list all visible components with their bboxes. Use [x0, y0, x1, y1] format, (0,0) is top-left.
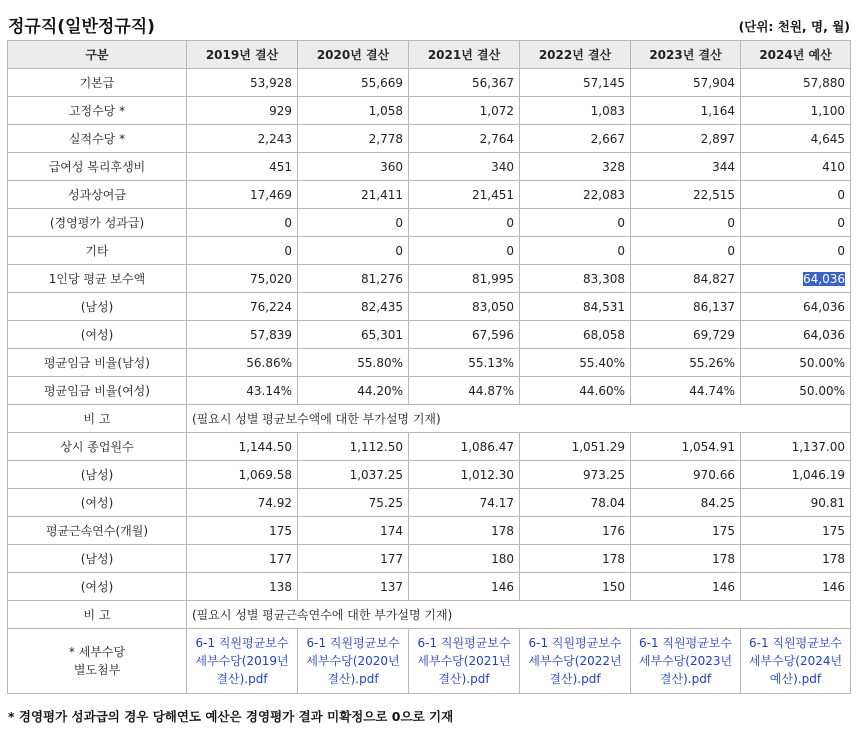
salary-table	[7, 40, 851, 694]
value-cell: 0	[187, 209, 298, 237]
value-cell: 57,904	[631, 69, 741, 97]
value-cell: 44.20%	[298, 377, 409, 405]
value-cell: 2,764	[409, 125, 520, 153]
table-row	[8, 489, 851, 517]
row-label: (남성)	[8, 293, 187, 321]
value-cell: 1,137.00	[741, 433, 851, 461]
value-cell: 178	[631, 545, 741, 573]
value-cell: 84,531	[520, 293, 631, 321]
value-cell: 177	[298, 545, 409, 573]
value-cell	[741, 265, 851, 293]
value-cell: 81,276	[298, 265, 409, 293]
attachment-label	[8, 629, 187, 694]
table-row	[8, 69, 851, 97]
value-cell: 22,083	[520, 181, 631, 209]
value-cell: 4,645	[741, 125, 851, 153]
page-title: 정규직(일반정규직)	[8, 17, 155, 37]
value-cell: 57,839	[187, 321, 298, 349]
table-row	[8, 209, 851, 237]
attachment-cell	[741, 629, 851, 694]
value-cell: 50.00%	[741, 377, 851, 405]
value-cell: 146	[741, 573, 851, 601]
row-label: (여성)	[8, 321, 187, 349]
value-cell: 78.04	[520, 489, 631, 517]
value-cell: 1,083	[520, 97, 631, 125]
value-cell: 2,897	[631, 125, 741, 153]
value-cell: 178	[741, 545, 851, 573]
value-cell: 146	[409, 573, 520, 601]
value-cell: 55.80%	[298, 349, 409, 377]
attachment-file-link[interactable]: 6-1 직원평균보수 세부수당(2024년 예산).pdf	[748, 636, 843, 686]
value-cell: 22,515	[631, 181, 741, 209]
value-cell: 178	[520, 545, 631, 573]
value-cell: 67,596	[409, 321, 520, 349]
value-cell: 2,778	[298, 125, 409, 153]
value-cell: 180	[409, 545, 520, 573]
value-cell: 21,451	[409, 181, 520, 209]
row-label: (경영평가 성과급)	[8, 209, 187, 237]
value-cell: 1,012.30	[409, 461, 520, 489]
value-cell: 146	[631, 573, 741, 601]
value-cell: 69,729	[631, 321, 741, 349]
header-cell-2023: 2023년 결산	[631, 41, 741, 69]
value-cell: 21,411	[298, 181, 409, 209]
value-cell: 178	[409, 517, 520, 545]
row-label: (남성)	[8, 545, 187, 573]
table-row	[8, 517, 851, 545]
value-cell: 50.00%	[741, 349, 851, 377]
attachment-cell	[631, 629, 741, 694]
row-label: (남성)	[8, 461, 187, 489]
attachment-label-line2: 별도첨부	[73, 663, 121, 677]
value-cell: 0	[631, 237, 741, 265]
table-row	[8, 293, 851, 321]
remark-row	[8, 405, 851, 433]
attachment-file-link[interactable]: 6-1 직원평균보수 세부수당(2022년 결산).pdf	[528, 636, 622, 686]
header-cell-2024: 2024년 예산	[741, 41, 851, 69]
header-cell-2022: 2022년 결산	[520, 41, 631, 69]
header-row	[8, 41, 851, 69]
value-cell: 1,086.47	[409, 433, 520, 461]
value-cell: 970.66	[631, 461, 741, 489]
value-cell: 65,301	[298, 321, 409, 349]
table-row	[8, 153, 851, 181]
value-cell: 2,243	[187, 125, 298, 153]
row-label: 평균근속연수(개월)	[8, 517, 187, 545]
attachment-cell	[520, 629, 631, 694]
table-row	[8, 125, 851, 153]
value-cell: 84,827	[631, 265, 741, 293]
value-cell: 83,308	[520, 265, 631, 293]
value-cell: 56,367	[409, 69, 520, 97]
value-cell: 410	[741, 153, 851, 181]
value-cell: 0	[520, 209, 631, 237]
unit-note: (단위: 천원, 명, 월)	[738, 19, 850, 34]
table-row	[8, 321, 851, 349]
value-cell: 53,928	[187, 69, 298, 97]
value-cell: 0	[631, 209, 741, 237]
attachment-cell	[298, 629, 409, 694]
value-cell: 137	[298, 573, 409, 601]
row-label: 평균임금 비율(여성)	[8, 377, 187, 405]
value-cell: 0	[409, 209, 520, 237]
attachment-label-line1: * 세부수당	[68, 645, 126, 659]
remark-label: 비 고	[8, 601, 187, 629]
value-cell: 55,669	[298, 69, 409, 97]
value-cell: 1,100	[741, 97, 851, 125]
attachment-cell	[409, 629, 520, 694]
value-cell: 1,058	[298, 97, 409, 125]
value-cell: 175	[187, 517, 298, 545]
row-label: 실적수당 *	[8, 125, 187, 153]
footnote: * 경영평가 성과급의 경우 당해연도 예산은 경영평가 결과 미확정으로 0으로 기재	[8, 709, 454, 724]
value-cell: 138	[187, 573, 298, 601]
value-cell: 0	[187, 237, 298, 265]
value-cell: 56.86%	[187, 349, 298, 377]
value-cell: 44.87%	[409, 377, 520, 405]
value-cell: 1,069.58	[187, 461, 298, 489]
header-cell-2021: 2021년 결산	[409, 41, 520, 69]
row-label: 상시 종업원수	[8, 433, 187, 461]
table-row	[8, 461, 851, 489]
row-label: 성과상여금	[8, 181, 187, 209]
row-label: 기타	[8, 237, 187, 265]
value-cell: 0	[741, 237, 851, 265]
row-label: (여성)	[8, 489, 187, 517]
attachment-row	[8, 629, 851, 694]
table-row	[8, 237, 851, 265]
remark-text: (필요시 성별 평균보수액에 대한 부가설명 기재)	[187, 405, 851, 433]
value-cell: 174	[298, 517, 409, 545]
row-label: 1인당 평균 보수액	[8, 265, 187, 293]
value-cell: 64,036	[741, 321, 851, 349]
value-cell: 1,051.29	[520, 433, 631, 461]
value-cell: 0	[741, 209, 851, 237]
value-cell: 1,144.50	[187, 433, 298, 461]
value-cell: 1,072	[409, 97, 520, 125]
header-cell-category: 구분	[8, 41, 187, 69]
table-row	[8, 97, 851, 125]
value-cell: 150	[520, 573, 631, 601]
row-label: 급여성 복리후생비	[8, 153, 187, 181]
value-cell: 55.13%	[409, 349, 520, 377]
row-label: (여성)	[8, 573, 187, 601]
value-cell: 360	[298, 153, 409, 181]
remark-text: (필요시 성별 평균근속연수에 대한 부가설명 기재)	[187, 601, 851, 629]
remark-label: 비 고	[8, 405, 187, 433]
value-cell: 0	[741, 181, 851, 209]
value-cell: 76,224	[187, 293, 298, 321]
value-cell: 340	[409, 153, 520, 181]
value-cell: 1,164	[631, 97, 741, 125]
value-cell: 82,435	[298, 293, 409, 321]
value-cell: 177	[187, 545, 298, 573]
value-cell: 44.74%	[631, 377, 741, 405]
value-cell: 64,036	[741, 293, 851, 321]
value-cell: 175	[741, 517, 851, 545]
table-row	[8, 573, 851, 601]
value-cell: 81,995	[409, 265, 520, 293]
value-cell: 176	[520, 517, 631, 545]
value-cell: 0	[409, 237, 520, 265]
table-row	[8, 433, 851, 461]
value-cell: 57,145	[520, 69, 631, 97]
table-row	[8, 265, 851, 293]
value-cell: 57,880	[741, 69, 851, 97]
value-cell: 84.25	[631, 489, 741, 517]
row-label: 고정수당 *	[8, 97, 187, 125]
header-cell-2019: 2019년 결산	[187, 41, 298, 69]
attachment-file-link[interactable]: 6-1 직원평균보수 세부수당(2023년 결산).pdf	[638, 636, 733, 686]
value-cell: 86,137	[631, 293, 741, 321]
value-cell: 973.25	[520, 461, 631, 489]
value-cell: 1,112.50	[298, 433, 409, 461]
value-cell: 68,058	[520, 321, 631, 349]
selected-value[interactable]: 64,036	[803, 271, 845, 286]
value-cell: 74.92	[187, 489, 298, 517]
attachment-file-link[interactable]: 6-1 직원평균보수 세부수당(2020년 결산).pdf	[306, 636, 400, 686]
value-cell: 44.60%	[520, 377, 631, 405]
value-cell: 1,054.91	[631, 433, 741, 461]
value-cell: 0	[298, 237, 409, 265]
value-cell: 43.14%	[187, 377, 298, 405]
attachment-file-link[interactable]: 6-1 직원평균보수 세부수당(2021년 결산).pdf	[417, 636, 511, 686]
value-cell: 74.17	[409, 489, 520, 517]
value-cell: 75,020	[187, 265, 298, 293]
value-cell: 0	[520, 237, 631, 265]
value-cell: 2,667	[520, 125, 631, 153]
row-label: 평균임금 비율(남성)	[8, 349, 187, 377]
value-cell: 55.26%	[631, 349, 741, 377]
header-cell-2020: 2020년 결산	[298, 41, 409, 69]
value-cell: 0	[298, 209, 409, 237]
value-cell: 75.25	[298, 489, 409, 517]
table-row	[8, 181, 851, 209]
table-row	[8, 545, 851, 573]
attachment-file-link[interactable]: 6-1 직원평균보수 세부수당(2019년 결산).pdf	[195, 636, 289, 686]
remark-row	[8, 601, 851, 629]
value-cell: 1,037.25	[298, 461, 409, 489]
value-cell: 17,469	[187, 181, 298, 209]
value-cell: 328	[520, 153, 631, 181]
value-cell: 1,046.19	[741, 461, 851, 489]
table-row	[8, 349, 851, 377]
value-cell: 83,050	[409, 293, 520, 321]
table-row	[8, 377, 851, 405]
value-cell: 929	[187, 97, 298, 125]
value-cell: 55.40%	[520, 349, 631, 377]
row-label: 기본급	[8, 69, 187, 97]
value-cell: 451	[187, 153, 298, 181]
value-cell: 90.81	[741, 489, 851, 517]
attachment-cell	[187, 629, 298, 694]
value-cell: 175	[631, 517, 741, 545]
value-cell: 344	[631, 153, 741, 181]
